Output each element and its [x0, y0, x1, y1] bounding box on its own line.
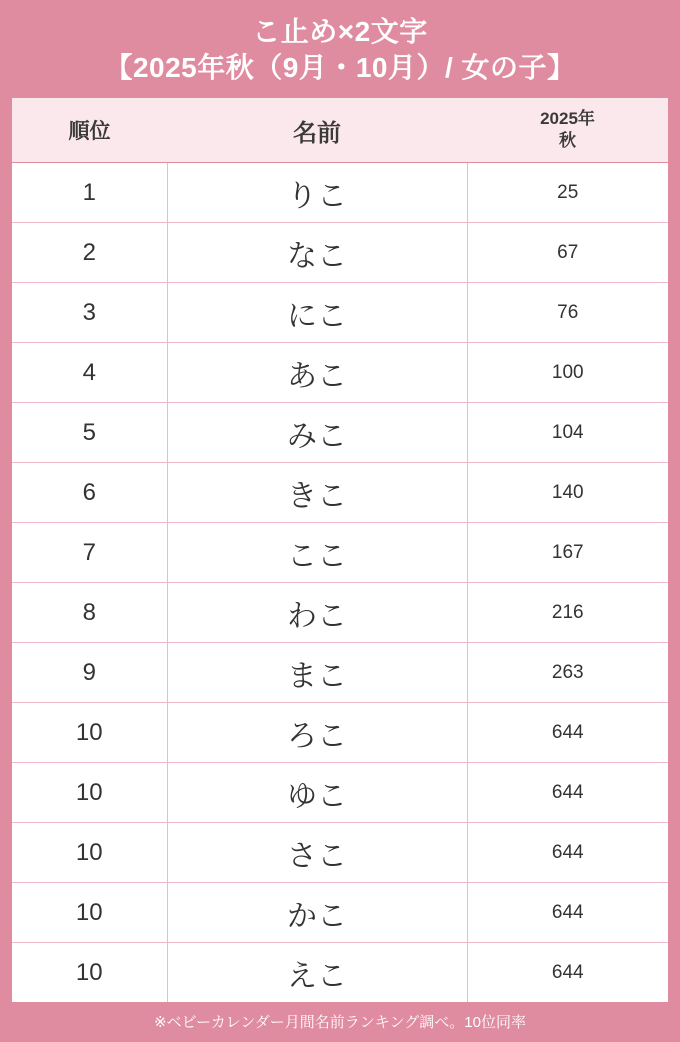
- cell-value: 644: [551, 961, 584, 983]
- source-note: ※ベビーカレンダー月間名前ランキング調べ。10位同率: [154, 1014, 526, 1031]
- cell-value: 644: [467, 883, 668, 943]
- cell-name: なこ: [167, 223, 467, 283]
- column-header-rank: 順位: [12, 98, 167, 163]
- cell-value: 644: [467, 763, 668, 823]
- cell-name: かこ: [167, 883, 467, 943]
- cell-value: 104: [467, 403, 668, 463]
- page-title-line2: 【2025年秋（9月・10月）/ 女の子】: [104, 52, 576, 83]
- column-header-value-line2: 秋: [559, 131, 576, 150]
- cell-rank: 2: [12, 223, 167, 283]
- table-row: [12, 883, 668, 943]
- table-header: [12, 98, 668, 163]
- cell-name: ここ: [167, 523, 467, 583]
- table-row: [12, 703, 668, 763]
- table-body: [12, 163, 668, 1003]
- table-row: [12, 343, 668, 403]
- cell-value: 644: [467, 823, 668, 883]
- table-row: [12, 283, 668, 343]
- cell-rank: 9: [12, 643, 167, 703]
- cell-name: りこ: [167, 163, 467, 223]
- cell-name: にこ: [167, 283, 467, 343]
- cell-rank: 4: [12, 343, 167, 403]
- cell-rank: 10: [12, 823, 167, 883]
- cell-value: 167: [467, 523, 668, 583]
- table-row: [12, 943, 668, 1003]
- ranking-table: [12, 98, 668, 1002]
- cell-name: みこ: [167, 403, 467, 463]
- cell-name: わこ: [167, 583, 467, 643]
- cell-value: 216: [467, 583, 668, 643]
- table-row: [12, 763, 668, 823]
- cell-value: 644: [467, 703, 668, 763]
- cell-name: ゆこ: [167, 763, 467, 823]
- ranking-table-wrapper: [12, 98, 668, 1002]
- cell-rank: 8: [12, 583, 167, 643]
- cell-value: 67: [467, 223, 668, 283]
- cell-value: 100: [467, 343, 668, 403]
- table-row: [12, 643, 668, 703]
- table-row: [12, 163, 668, 223]
- cell-rank: 10: [12, 943, 167, 1003]
- cell-rank: 3: [12, 283, 167, 343]
- cell-value: 263: [467, 643, 668, 703]
- cell-name: きこ: [167, 463, 467, 523]
- cell-value: 76: [467, 283, 668, 343]
- cell-rank: 10: [12, 763, 167, 823]
- column-header-value: [467, 98, 668, 163]
- cell-value: 25: [467, 163, 668, 223]
- page-title: [0, 0, 680, 98]
- cell-name: あこ: [167, 343, 467, 403]
- page-title-line1: こ止め×2文字: [252, 16, 428, 47]
- cell-value: 140: [467, 463, 668, 523]
- cell-name: ろこ: [167, 703, 467, 763]
- cell-rank: 7: [12, 523, 167, 583]
- table-row: [12, 523, 668, 583]
- table-row: [12, 463, 668, 523]
- cell-name: えこ: [167, 943, 467, 1003]
- cell-name: さこ: [167, 823, 467, 883]
- cell-rank: 1: [12, 163, 167, 223]
- table-header-row: [12, 98, 668, 163]
- cell-rank: 10: [12, 703, 167, 763]
- column-header-value-line1: 2025年: [540, 109, 595, 128]
- table-row: [12, 403, 668, 463]
- cell-rank: 5: [12, 403, 167, 463]
- cell-rank: 10: [12, 883, 167, 943]
- table-row: [12, 823, 668, 883]
- cell-name: まこ: [167, 643, 467, 703]
- cell-rank: 6: [12, 463, 167, 523]
- table-row: [12, 583, 668, 643]
- column-header-name: 名前: [167, 98, 467, 163]
- table-row: [12, 223, 668, 283]
